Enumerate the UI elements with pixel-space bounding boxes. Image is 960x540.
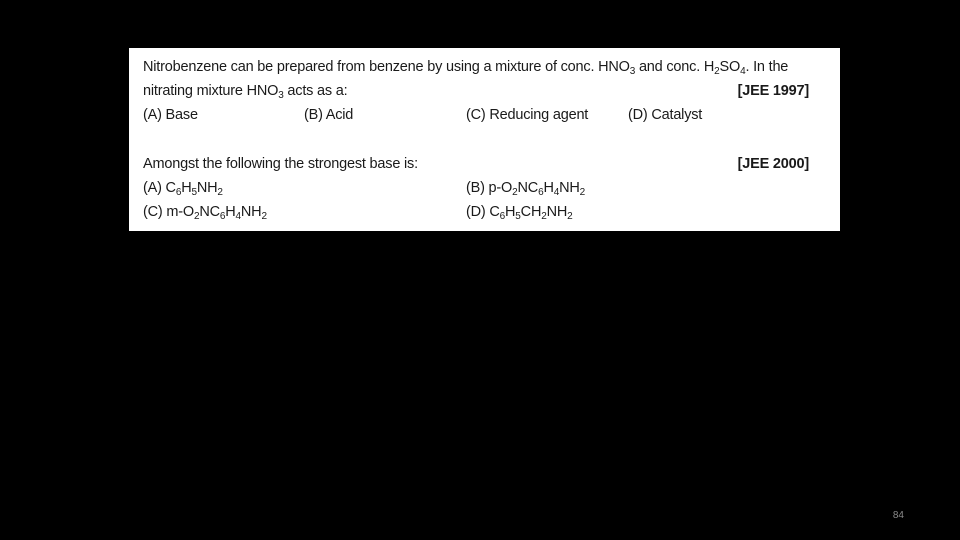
q1-option-a[interactable]: (A) Base	[143, 107, 198, 123]
question-spacer	[143, 127, 840, 152]
page-number: 84	[892, 510, 904, 521]
q1-exam-tag: [JEE 1997]	[737, 83, 809, 99]
q2-option-a[interactable]: (A) $C_6H_5NH_2$	[143, 180, 223, 198]
q1-options	[143, 103, 840, 127]
q1-stem-line-1: Nitrobenzene can be prepared from benzene by using a mixture of conc. $HNO_3$ and conc. $H_2SO_4$. In the	[143, 59, 789, 77]
q1-stem-line-2: nitrating mixture $HNO_3$ acts as a: [JEE 1997]	[143, 79, 840, 103]
q2-options-row-1	[143, 176, 840, 200]
q1-option-d[interactable]: (D) Catalyst	[628, 107, 703, 123]
q2-options-row-2	[143, 200, 840, 224]
q2-option-b[interactable]: (B) $p-O_2NC_6H_4NH_2$	[466, 180, 586, 198]
question-box	[129, 48, 840, 231]
q2-exam-tag: [JEE 2000]	[737, 156, 809, 172]
q2-option-c[interactable]: (C) $m-O_2NC_6H_4NH_2$	[143, 204, 267, 222]
q1-option-b[interactable]: (B) Acid	[304, 107, 354, 123]
q2-option-d[interactable]: (D) $C_6H_5CH_2NH_2$	[466, 204, 573, 222]
q1-option-c[interactable]: (C) Reducing agent	[466, 107, 589, 123]
q2-stem: Amongst the following the strongest base is: [JEE 2000]	[143, 152, 840, 176]
